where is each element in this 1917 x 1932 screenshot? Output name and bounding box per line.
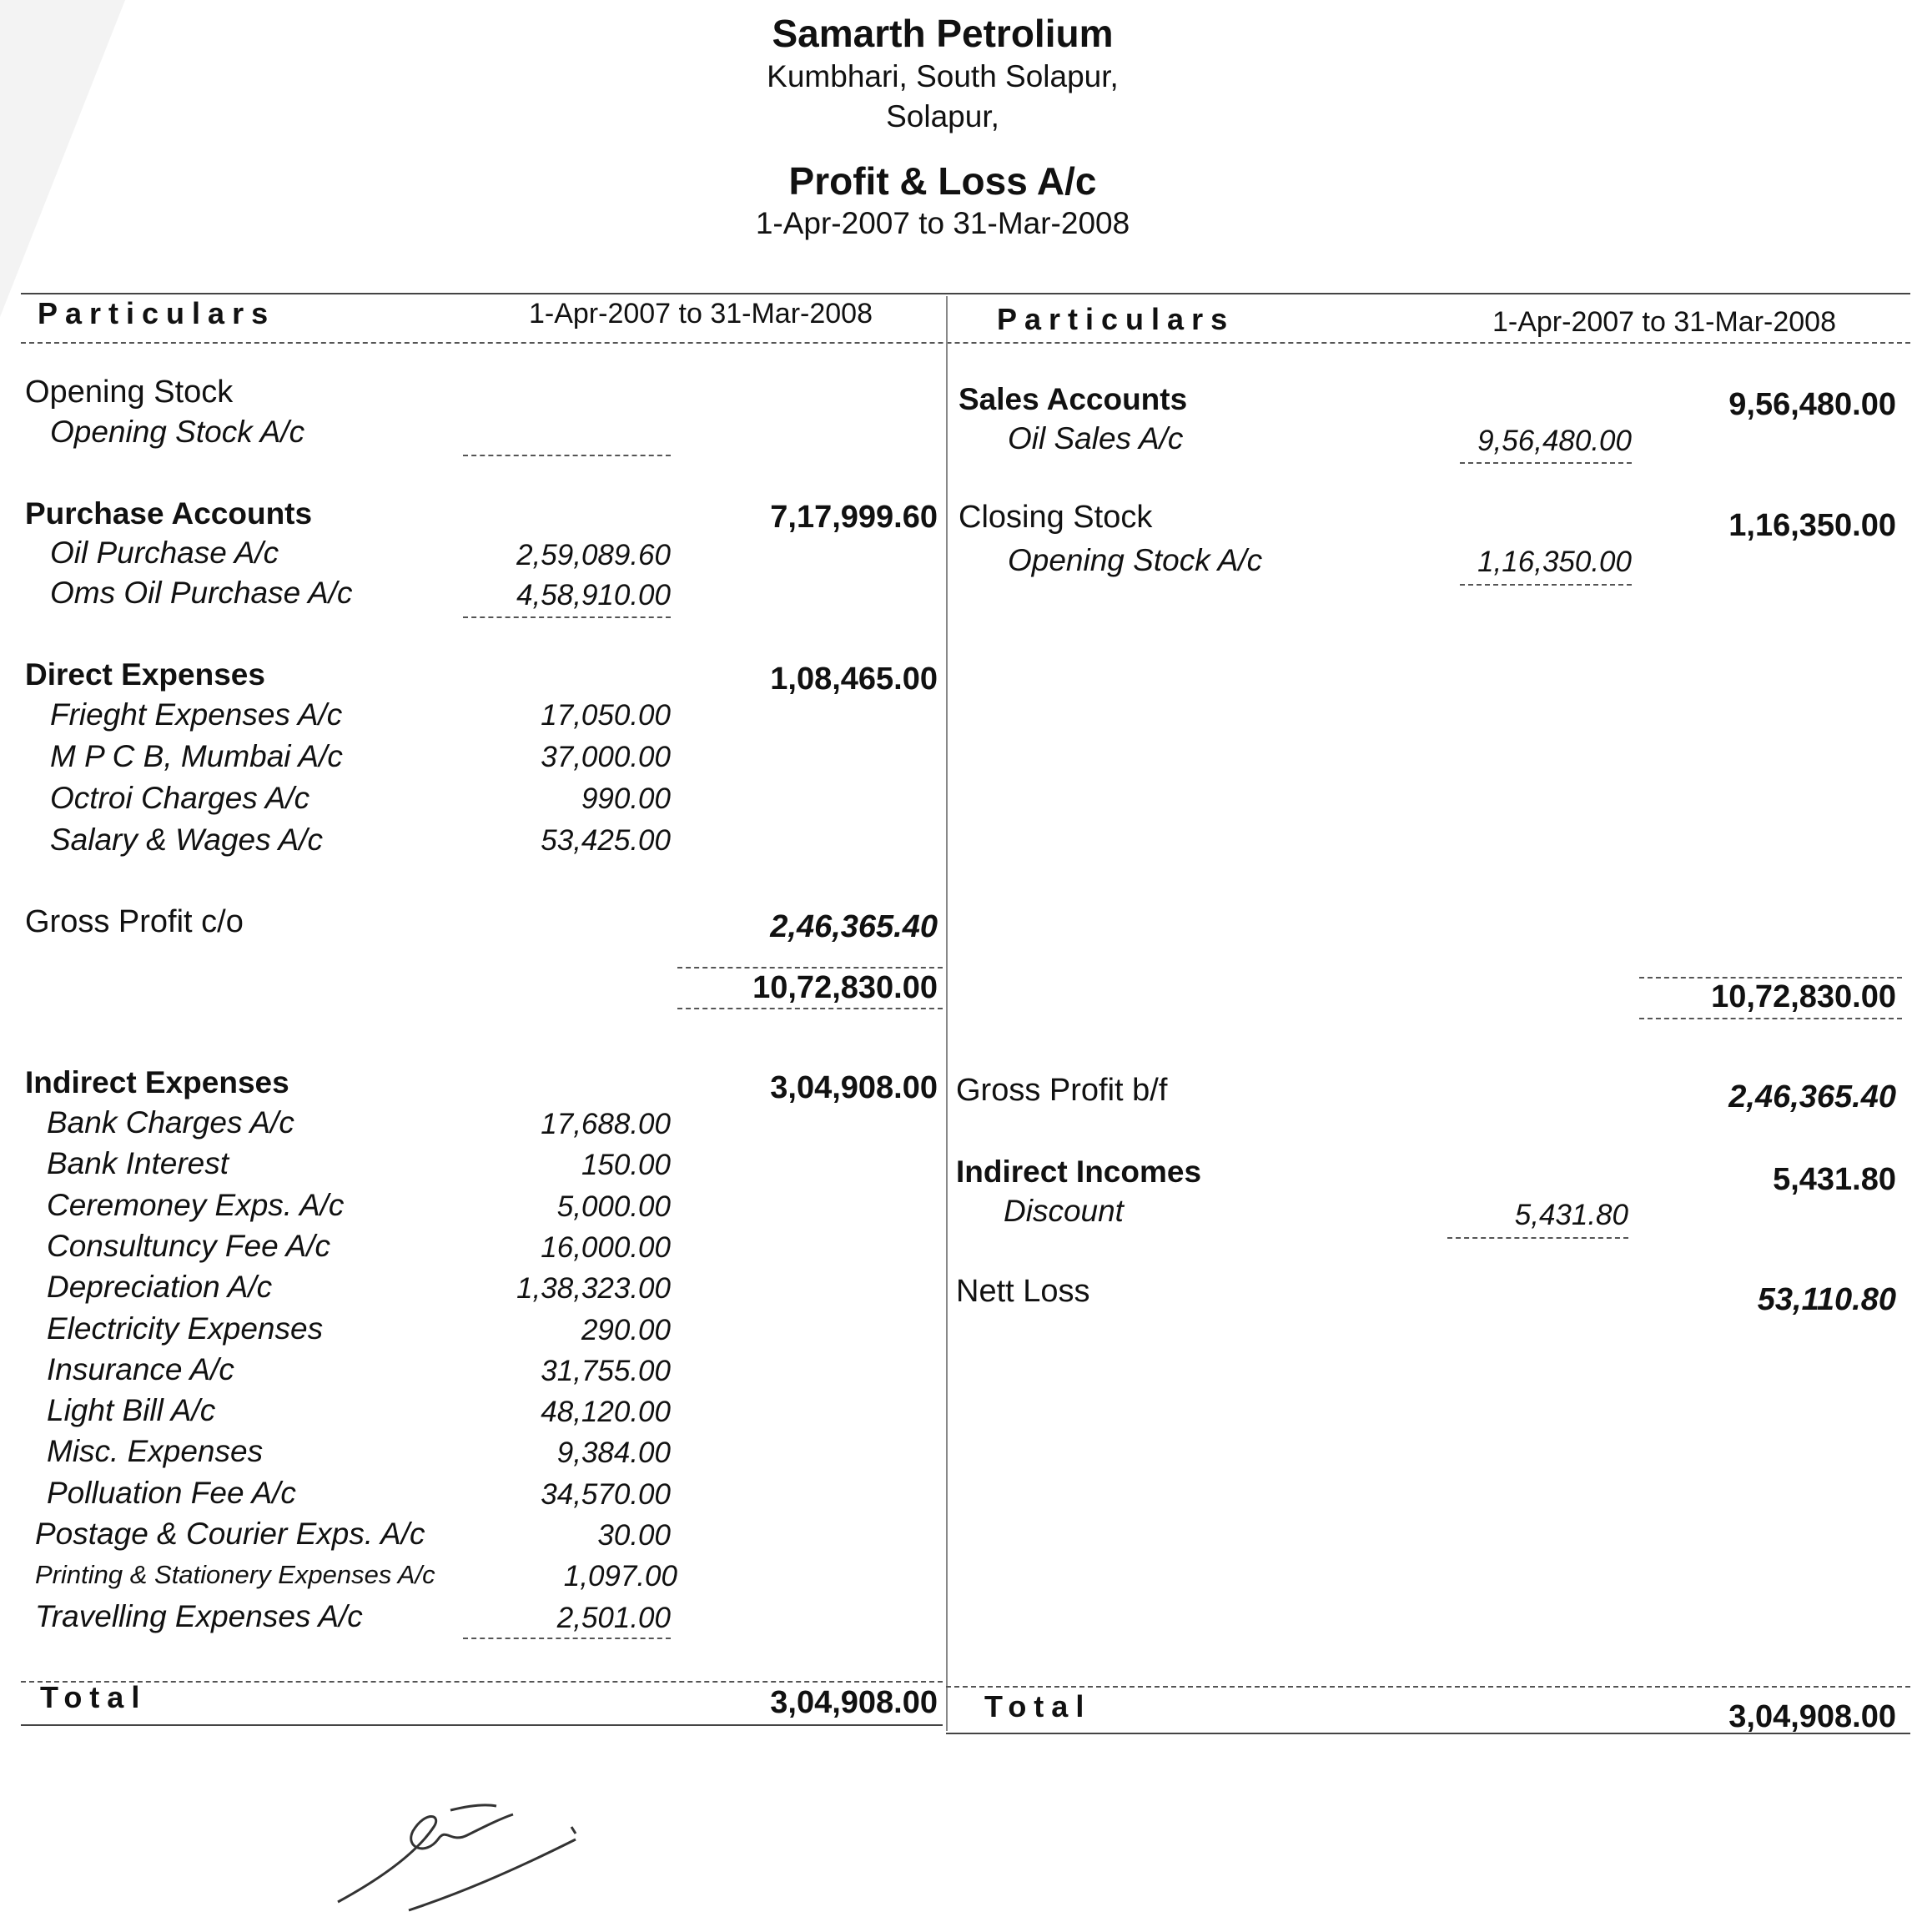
ledger-amount: 37,000.00: [541, 741, 671, 773]
report-title: Profit & Loss A/c: [788, 159, 1097, 203]
group-total: 7,17,999.60: [770, 500, 938, 535]
trading-total: 10,72,830.00: [1711, 979, 1896, 1014]
ledger-item: Frieght Expenses A/c: [50, 697, 343, 732]
column-header-particulars: Particulars: [38, 296, 276, 330]
ledger-item: Salary & Wages A/c: [50, 823, 323, 857]
ledger-item: Postage & Courier Exps. A/c: [35, 1517, 425, 1551]
ledger-item: Printing & Stationery Expenses A/c: [35, 1560, 435, 1590]
column-header-period: 1-Apr-2007 to 31-Mar-2008: [528, 298, 873, 330]
folded-page-corner: [0, 0, 125, 317]
ledger-amount: 17,050.00: [541, 699, 671, 732]
grand-total: 3,04,908.00: [1728, 1699, 1896, 1734]
ledger-amount: 9,384.00: [556, 1436, 671, 1470]
ledger-item: Opening Stock A/c: [1008, 543, 1263, 577]
ledger-amount: 17,688.00: [541, 1108, 671, 1140]
column-divider: [946, 296, 948, 1731]
ledger-item: Opening Stock A/c: [50, 415, 305, 449]
ledger-item: Misc. Expenses: [47, 1434, 264, 1469]
company-name: Samarth Petrolium: [772, 12, 1114, 55]
group-heading: Opening Stock: [25, 375, 234, 410]
company-city: Solapur,: [886, 99, 999, 133]
signature: [334, 1794, 601, 1919]
ledger-amount: 5,431.80: [1514, 1199, 1628, 1231]
rule-line: [463, 616, 671, 618]
rule-line: [463, 1638, 671, 1639]
ledger-item: Insurance A/c: [47, 1351, 234, 1386]
ledger-amount: 5,000.00: [556, 1190, 671, 1223]
nett-loss-label: Nett Loss: [956, 1274, 1090, 1309]
ledger-item: Light Bill A/c: [47, 1393, 216, 1428]
gross-profit-bf-label: Gross Profit b/f: [956, 1073, 1168, 1108]
ledger-item: M P C B, Mumbai A/c: [50, 739, 343, 773]
group-heading: Closing Stock: [958, 500, 1153, 535]
gross-profit-co-amount: 2,46,365.40: [770, 909, 938, 944]
ledger-item: Bank Interest: [47, 1146, 229, 1181]
group-total: 1,16,350.00: [1728, 508, 1896, 543]
gross-profit-bf-amount: 2,46,365.40: [1728, 1079, 1896, 1114]
ledger-item: Oil Purchase A/c: [50, 536, 279, 570]
group-heading: Indirect Expenses: [25, 1065, 289, 1099]
ledger-item: Oms Oil Purchase A/c: [50, 576, 353, 610]
group-total: 9,56,480.00: [1728, 387, 1896, 422]
ledger-item: Bank Charges A/c: [47, 1105, 294, 1140]
group-heading: Purchase Accounts: [25, 496, 313, 531]
ledger-item: Consultuncy Fee A/c: [47, 1228, 331, 1263]
rule-line: [677, 1008, 943, 1009]
ledger-amount: 290.00: [581, 1313, 671, 1346]
group-total: 1,08,465.00: [770, 662, 938, 697]
rule-line: [1447, 1237, 1628, 1239]
grand-total: 3,04,908.00: [770, 1685, 938, 1720]
rule-line: [1460, 584, 1632, 586]
rule-line: [1460, 462, 1632, 464]
group-heading: Direct Expenses: [25, 657, 265, 692]
ledger-amount: 1,38,323.00: [516, 1272, 671, 1306]
ledger-amount: 2,501.00: [556, 1601, 671, 1634]
ledger-amount: 31,755.00: [541, 1354, 671, 1387]
column-header-particulars: Particulars: [997, 302, 1235, 336]
ledger-amount: 990.00: [581, 782, 671, 815]
ledger-item: Oil Sales A/c: [1008, 421, 1184, 455]
ledger-item: Travelling Expenses A/c: [35, 1598, 363, 1633]
ledger-item: Octroi Charges A/c: [50, 781, 310, 815]
header-top-rule: [21, 293, 1910, 294]
group-heading: Sales Accounts: [958, 382, 1188, 416]
ledger-item: Electricity Expenses: [47, 1311, 324, 1346]
ledger-amount: 150.00: [581, 1149, 671, 1182]
group-total: 3,04,908.00: [770, 1070, 938, 1105]
ledger-amount: 30.00: [597, 1519, 671, 1552]
rule-line: [1639, 1018, 1902, 1019]
ledger-item: Polluation Fee A/c: [47, 1475, 296, 1510]
group-total: 5,431.80: [1773, 1162, 1896, 1197]
ledger-amount: 1,097.00: [563, 1560, 677, 1593]
nett-loss-amount: 53,110.80: [1757, 1282, 1896, 1317]
report-period: 1-Apr-2007 to 31-Mar-2008: [755, 206, 1130, 240]
trading-total: 10,72,830.00: [752, 970, 938, 1005]
ledger-amount: 34,570.00: [541, 1477, 671, 1511]
company-address: Kumbhari, South Solapur,: [767, 59, 1119, 93]
gross-profit-co-label: Gross Profit c/o: [25, 904, 244, 939]
total-label: Total: [984, 1689, 1092, 1723]
ledger-amount: 2,59,089.60: [516, 539, 671, 571]
total-label: Total: [40, 1680, 148, 1714]
ledger-item: Ceremoney Exps. A/c: [47, 1187, 345, 1222]
header-bottom-rule: [21, 342, 1910, 344]
ledger-amount: 1,16,350.00: [1477, 546, 1632, 578]
ledger-amount: 16,000.00: [541, 1230, 671, 1264]
rule-line: [463, 455, 671, 456]
ledger-item: Depreciation A/c: [47, 1270, 273, 1305]
rule-line: [21, 1724, 943, 1726]
group-heading: Indirect Incomes: [956, 1155, 1202, 1189]
ledger-amount: 48,120.00: [541, 1396, 671, 1429]
rule-line: [946, 1733, 1910, 1734]
ledger-amount: 4,58,910.00: [516, 579, 671, 611]
ledger-amount: 53,425.00: [541, 824, 671, 857]
ledger-item: Discount: [1004, 1194, 1124, 1228]
column-header-period: 1-Apr-2007 to 31-Mar-2008: [1492, 306, 1837, 338]
ledger-amount: 9,56,480.00: [1477, 425, 1632, 457]
